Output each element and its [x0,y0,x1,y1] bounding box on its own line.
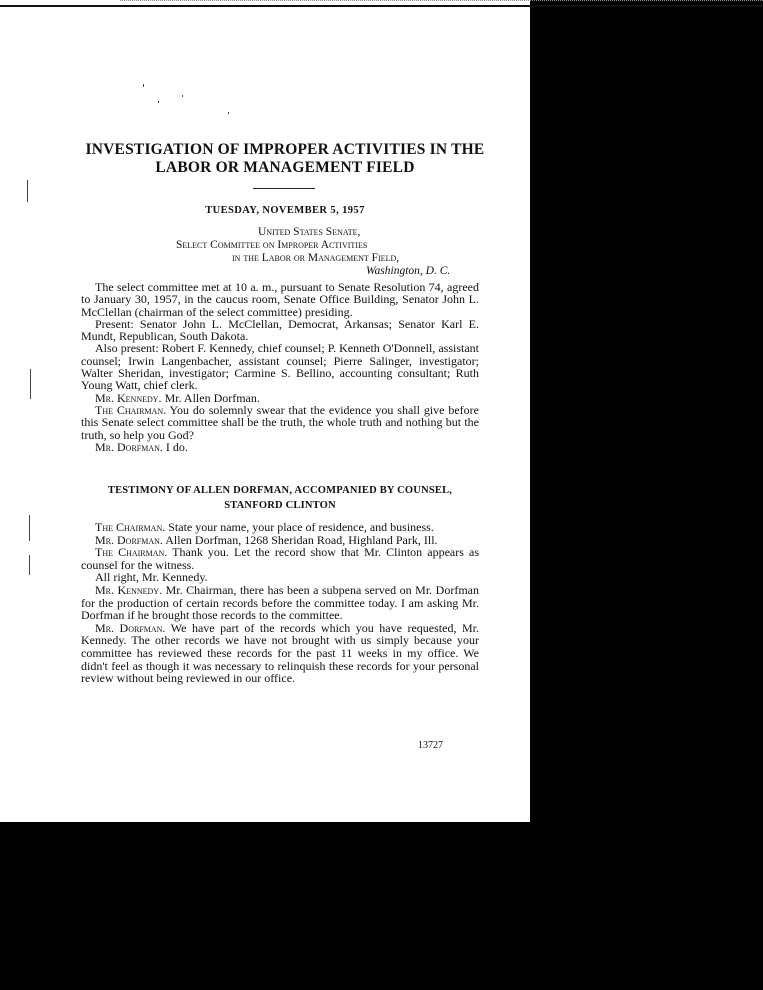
paragraph [81,584,479,622]
testimony-heading [81,483,479,513]
speaker-name: Mr. Dorfman. [95,532,163,547]
hearing-date: TUESDAY, NOVEMBER 5, 1957 [205,205,365,216]
paragraph-text: We have part of the records which you have requested, Mr. Kennedy. The other records we have not brought with us simply because your committee has reviewed these records for the past 11 weeks in my office. We didn't feel as though it was necessary to relinquish these records for your personal review without being reviewed in our office. [81,620,479,686]
paragraph-text: Present: Senator John L. McClellan, Democrat, Arkansas; Senator Karl E. Mundt, Republican, South Dakota. [81,316,479,344]
top-edge-dots [120,0,763,4]
paragraph-text: The select committee met at 10 a. m., pursuant to Senate Resolution 74, agreed to January 30, 1957, in the caucus room, Senate Office Building, Senator John L. McClellan (chairman of the select committee) presiding. [81,280,479,319]
scan-mark [29,515,30,541]
title-divider [253,188,315,189]
scan-mark [182,95,183,97]
scan-mark [30,369,31,399]
header-field: in the Labor or Management Field, [232,252,400,264]
paragraph [81,441,479,453]
page-number: 13727 [418,740,443,751]
speaker-name: The Chairman. [95,402,167,417]
paragraph [81,622,479,685]
paragraph-text: You do solemnly swear that the evidence you shall give before this Senate select committee shall be the truth, the whole truth and nothing but the truth, so help you God? [81,402,479,442]
paragraph-text: All right, Mr. Kennedy. [95,570,208,585]
paragraph [81,404,479,441]
speaker-name: Mr. Kennedy. [95,582,163,597]
speaker-name: Mr. Dorfman. [95,439,163,454]
paragraph-text: Also present: Robert F. Kennedy, chief counsel; P. Kenneth O'Donnell, assistant counsel; Irwin Langenbacher, assistant counsel; Pierre Salinger, investigator; Walter Sheridan, investigator; Carmine S. Bellino, accounting consultant; Ruth Young Watt, chief clerk. [81,341,479,393]
scan-mark [228,112,229,114]
paragraph [81,318,479,343]
speaker-name: The Chairman. [95,520,166,534]
testimony-heading-line-2: STANFORD CLINTON [224,500,336,511]
testimony-heading-line-1: TESTIMONY OF ALLEN DORFMAN, ACCOMPANIED BY COUNSEL, [107,485,453,496]
paragraph-text: Mr. Chairman, there has been a subpena served on Mr. Dorfman for the production of certain records before the committee today. I am asking Mr. Dorfman if he brought those records to the committee. [81,582,479,623]
document-title [80,141,490,177]
speaker-name: The Chairman. [95,545,168,560]
header-senate: United States Senate, [258,226,361,238]
scan-mark [29,555,30,575]
paragraph [81,281,479,318]
paragraph [81,342,479,391]
paragraph-text: Thank you. Let the record show that Mr. Clinton appears as counsel for the witness. [81,545,479,572]
speaker-name: Mr. Dorfman. [95,620,166,635]
title-line-1: INVESTIGATION OF IMPROPER ACTIVITIES IN THE [85,141,485,158]
header-location: Washington, D. C. [366,265,451,277]
scan-mark [158,101,159,103]
speaker-name: Mr. Kennedy. [95,390,162,405]
header-committee: Select Committee on Improper Activities [176,239,368,251]
paragraph [81,546,479,571]
paragraph-text: State your name, your place of residence, and business. [165,520,434,534]
paragraph-text: Allen Dorfman, 1268 Sheridan Road, Highland Park, Ill. [162,532,438,547]
paragraph-text: Mr. Allen Dorfman. [161,390,260,405]
scan-mark [27,180,28,202]
scan-mark [143,84,144,87]
top-edge-rule [0,5,763,7]
testimony-body [81,521,479,685]
paragraph-text: I do. [162,439,188,454]
title-line-2: LABOR OR MANAGEMENT FIELD [155,159,415,176]
opening-proceedings [81,281,479,453]
